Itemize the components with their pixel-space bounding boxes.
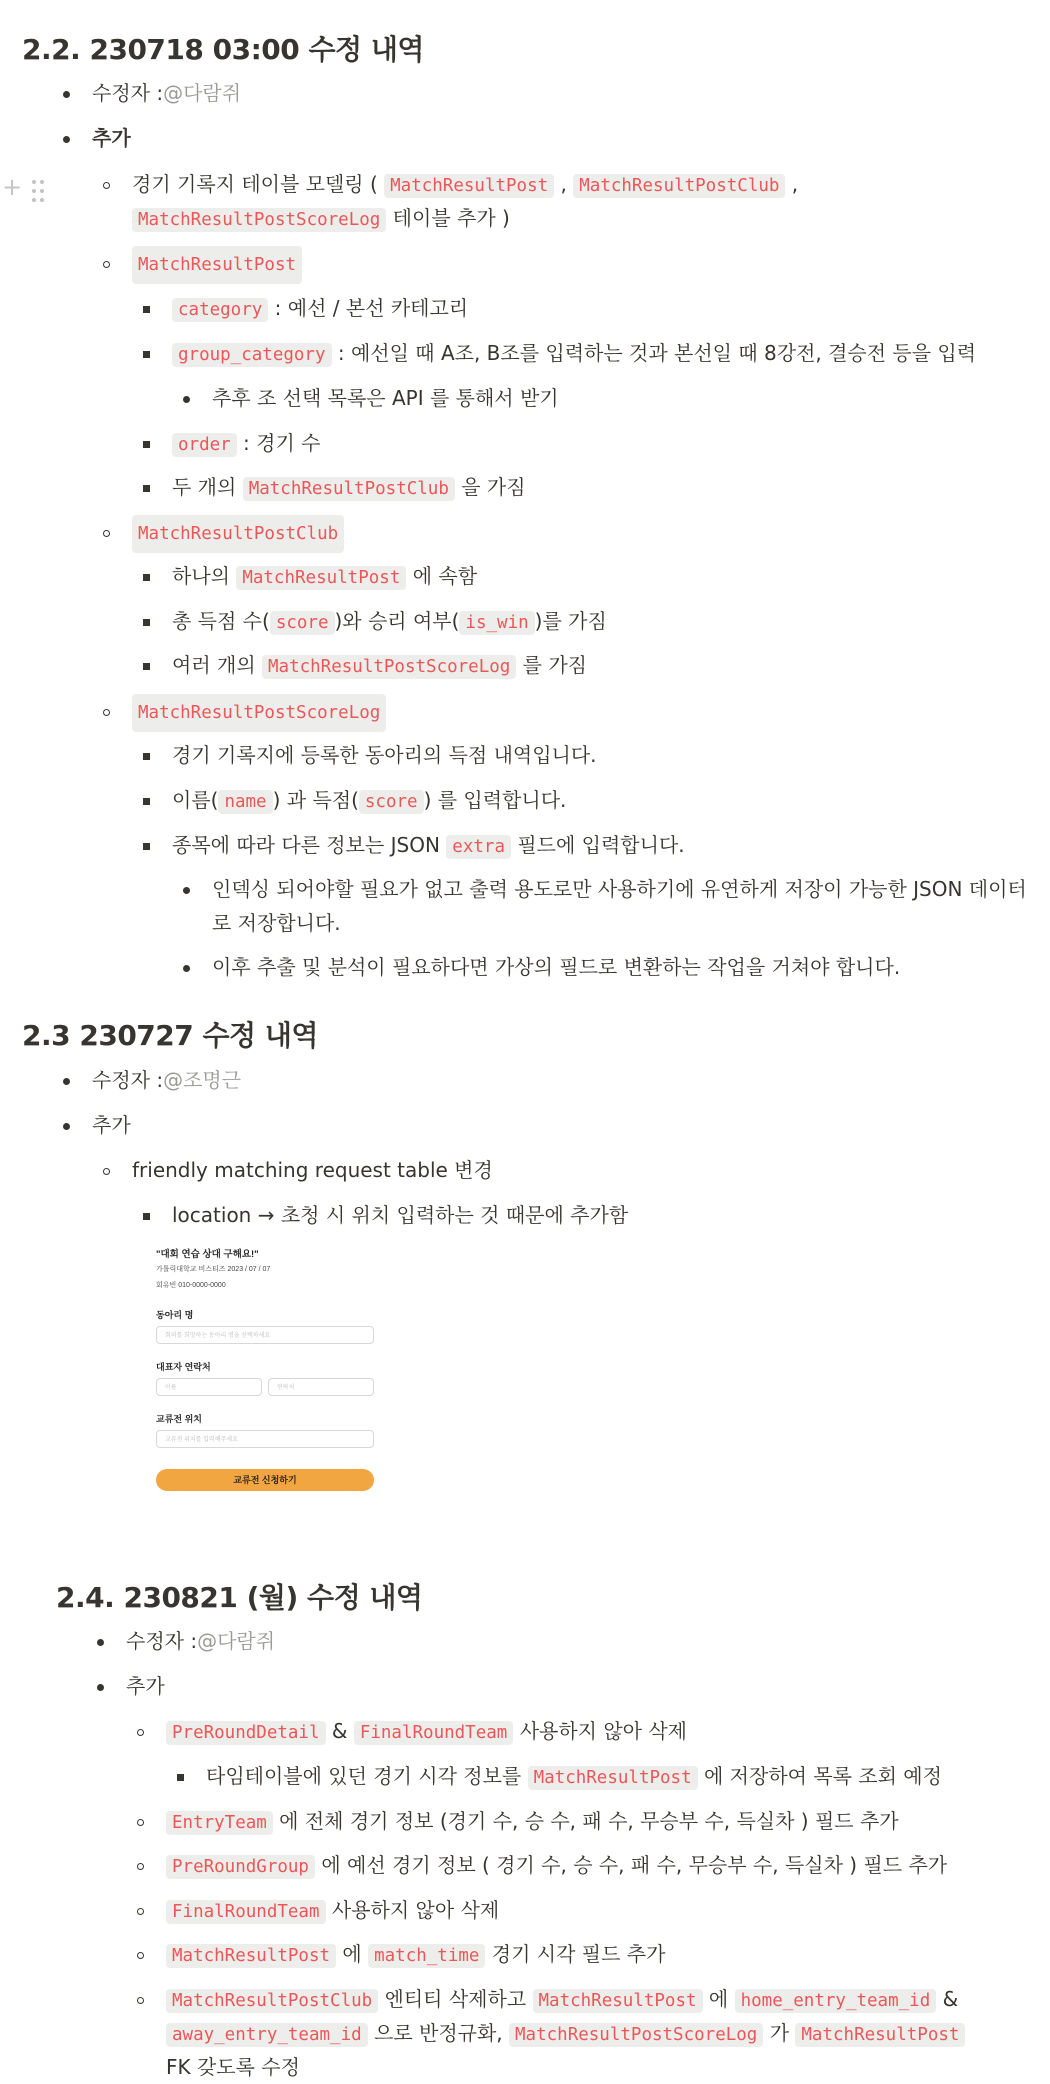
list-item (94, 694, 386, 732)
list-item-continuation (166, 2016, 965, 2052)
section-heading-2-3: 2.3 230727 수정 내역 (22, 1019, 318, 1052)
bullet-icon (134, 604, 158, 638)
add-label: 추가 (126, 1674, 165, 1698)
text: 사용하지 않아 삭제 (513, 1719, 687, 1743)
bullet-icon (134, 1198, 158, 1232)
text: ) 를 입력합니다. (423, 788, 567, 812)
text: location → 초청 시 위치 입력하는 것 때문에 추가함 (172, 1203, 629, 1227)
bullet-icon (174, 950, 198, 984)
text: 타임테이블에 있던 경기 시각 정보를 (206, 1764, 528, 1788)
form-label-rep: 대표자 연락처 (156, 1362, 211, 1372)
bullet-icon (134, 426, 158, 460)
list-item (134, 470, 526, 506)
text: , (554, 172, 574, 196)
apply-button: 교류전 신청하기 (156, 1469, 374, 1491)
bullet-icon (54, 76, 78, 110)
form-headline: "대회 연습 상대 구해요!" (156, 1249, 259, 1260)
add-label: 추가 (92, 1113, 131, 1137)
text: 에 저장하여 목록 조회 예정 (697, 1764, 942, 1788)
bullet-icon (94, 694, 118, 728)
user-mention[interactable]: @다람쥐 (163, 81, 242, 105)
text: )를 가짐 (534, 609, 607, 633)
bullet-icon (134, 559, 158, 593)
text: 경기 기록지 테이블 모델링 ( (132, 172, 385, 196)
text: 에 속함 (406, 564, 478, 588)
bullet-icon (128, 1714, 152, 1748)
inline-code: category (172, 298, 268, 322)
bullet-icon (94, 246, 118, 280)
inline-code: order (172, 433, 237, 457)
bullet-icon (134, 291, 158, 325)
user-mention[interactable]: @조명근 (163, 1068, 242, 1092)
list-item (174, 381, 559, 415)
location-input: 교류전 위치를 입력해주세요 (156, 1430, 374, 1448)
list-item (54, 1108, 131, 1142)
inline-code: group_category (172, 343, 332, 367)
inline-code: PreRoundDetail (166, 1721, 326, 1745)
bullet-icon (54, 1108, 78, 1142)
text: 에 (702, 1987, 735, 2011)
list-item (128, 1714, 687, 1750)
list-item (134, 559, 477, 595)
text: 여러 개의 (172, 653, 262, 677)
bullet-icon (88, 1624, 112, 1658)
bullet-icon (134, 470, 158, 504)
editor-label: 수정자 : (92, 81, 164, 105)
text: 사용하지 않아 삭제 (325, 1898, 500, 1922)
inline-code: extra (446, 835, 511, 859)
list-item (88, 1624, 275, 1658)
inline-code: score (359, 790, 424, 814)
list-item (134, 604, 607, 640)
text: 으로 반정규화, (367, 2021, 510, 2045)
list-item (94, 167, 798, 203)
inline-code: match_time (368, 1944, 485, 1968)
text: )와 승리 여부( (334, 609, 460, 633)
list-item-continuation (166, 2050, 300, 2084)
inline-code: MatchResultPost (384, 174, 554, 198)
list-item (128, 1804, 899, 1840)
bullet-icon (94, 167, 118, 201)
list-item (134, 648, 587, 684)
bullet-icon (54, 1063, 78, 1097)
list-item (54, 76, 241, 110)
bullet-icon (88, 1669, 112, 1703)
inline-code: score (270, 611, 335, 635)
list-item (134, 783, 566, 819)
bullet-icon (134, 336, 158, 370)
text: 에 전체 경기 정보 (경기 수, 승 수, 패 수, 무승부 수, 득실차 ) 필드 추가 (272, 1809, 899, 1833)
list-item-continuation (132, 201, 510, 237)
list-item (94, 515, 344, 553)
list-item (88, 1669, 165, 1703)
text: 인덱싱 되어야할 필요가 없고 출력 용도로만 사용하기에 유연하게 저장이 가능한 JSON 데이터 (212, 877, 1027, 901)
list-item (128, 1982, 958, 2018)
list-item (128, 1848, 947, 1884)
text: 하나의 (172, 564, 237, 588)
list-item (174, 950, 900, 984)
text: ) 과 득점( (272, 788, 359, 812)
text: 에 예선 경기 정보 ( 경기 수, 승 수, 패 수, 무승부 수, 득실차 ) 필드 추가 (314, 1853, 948, 1877)
inline-code: MatchResultPostClub (132, 515, 344, 553)
list-item (54, 121, 131, 155)
inline-code: MatchResultPost (533, 1989, 703, 2013)
text: 를 가짐 (516, 653, 588, 677)
list-item (134, 336, 976, 372)
text: 이후 추출 및 분석이 필요하다면 가상의 필드로 변환하는 작업을 거쳐야 합니다. (212, 955, 901, 979)
section-heading-2-4: 2.4. 230821 (월) 수정 내역 (56, 1581, 423, 1614)
inline-code: MatchResultPostScoreLog (132, 208, 386, 232)
list-item (134, 738, 597, 772)
inline-code: MatchResultPostScoreLog (132, 694, 386, 732)
text: 총 득점 수( (172, 609, 270, 633)
inline-code: is_win (459, 611, 534, 635)
bullet-icon (134, 738, 158, 772)
list-item (168, 1759, 942, 1795)
list-item (94, 246, 302, 284)
inline-code: name (218, 790, 272, 814)
text: 경기 기록지에 등록한 동아리의 득점 내역입니다. (172, 743, 597, 767)
inline-code: home_entry_team_id (735, 1989, 937, 2013)
block-handle (2, 170, 44, 204)
text: 경기 시각 필드 추가 (485, 1942, 666, 1966)
bullet-icon (134, 783, 158, 817)
inline-code: MatchResultPost (236, 566, 406, 590)
text: 을 가짐 (454, 475, 526, 499)
inline-code: MatchResultPostClub (166, 1989, 378, 2013)
list-item (128, 1893, 499, 1929)
inline-code: MatchResultPost (166, 1944, 336, 1968)
user-mention[interactable]: @다람쥐 (197, 1629, 276, 1653)
bullet-icon (168, 1759, 192, 1793)
add-label: 추가 (92, 126, 131, 150)
text: 이름( (172, 788, 219, 812)
text: , (785, 172, 799, 196)
inline-code: MatchResultPostClub (243, 477, 455, 501)
inline-code: MatchResultPost (132, 246, 302, 284)
inline-code: away_entry_team_id (166, 2023, 368, 2047)
form-info-line: 가톨릭대학교 비스티즈 2023 / 07 / 07 (156, 1266, 271, 1273)
text: : 예선 / 본선 카테고리 (268, 296, 469, 320)
form-label-location: 교류전 위치 (156, 1414, 202, 1424)
text: 필드에 입력합니다. (510, 833, 685, 857)
text: : 예선일 때 A조, B조를 입력하는 것과 본선일 때 8강전, 결승전 등을 입력 (331, 341, 977, 365)
phone-input: 연락처 (268, 1378, 374, 1396)
form-info-line: 회유빈 010-0000-0000 (156, 1282, 226, 1289)
bullet-icon (134, 828, 158, 862)
inline-code: EntryTeam (166, 1811, 273, 1835)
inline-code: MatchResultPost (795, 2023, 965, 2047)
text: 엔티티 삭제하고 (378, 1987, 533, 2011)
inline-code: FinalRoundTeam (166, 1900, 326, 1924)
bullet-icon (54, 121, 78, 155)
text: 로 저장합니다. (212, 911, 341, 935)
form-label-club: 동아리 명 (156, 1310, 194, 1320)
list-item (54, 1063, 241, 1097)
list-item (134, 1198, 628, 1232)
add-block-icon[interactable]: + (2, 173, 23, 201)
bullet-icon (134, 648, 158, 682)
text: 추후 조 선택 목록은 API 를 통해서 받기 (212, 386, 559, 410)
bullet-icon (94, 1153, 118, 1187)
list-item (134, 426, 320, 462)
text: FK 갖도록 수정 (166, 2055, 300, 2079)
list-item-continuation (212, 906, 341, 940)
text: 두 개의 (172, 475, 243, 499)
text: 테이블 추가 ) (386, 206, 510, 230)
text: friendly matching request table 변경 (132, 1158, 493, 1182)
bullet-icon (128, 1982, 152, 2016)
bullet-icon (174, 381, 198, 415)
list-item (128, 1937, 665, 1973)
list-item (134, 291, 468, 327)
bullet-icon (128, 1893, 152, 1927)
text: 가 (763, 2021, 796, 2045)
list-item (174, 872, 1027, 906)
name-input: 이름 (156, 1378, 262, 1396)
drag-handle-icon[interactable] (32, 180, 44, 204)
club-input: 회의를 희망하는 동아리 명을 선택하세요 (156, 1326, 374, 1344)
bullet-icon (94, 515, 118, 549)
editor-label: 수정자 : (126, 1629, 198, 1653)
inline-code: MatchResultPostScoreLog (262, 655, 516, 679)
bullet-icon (128, 1937, 152, 1971)
text: 종목에 따라 다른 정보는 JSON (172, 833, 447, 857)
inline-code: MatchResultPost (528, 1766, 698, 1790)
text: : 경기 수 (236, 431, 321, 455)
inline-code: MatchResultPostClub (573, 174, 785, 198)
section-heading-2-2: 2.2. 230718 03:00 수정 내역 (22, 33, 424, 66)
list-item (134, 828, 685, 864)
text: & (936, 1987, 959, 2011)
inline-code: PreRoundGroup (166, 1855, 315, 1879)
text: 에 (336, 1942, 369, 1966)
editor-label: 수정자 : (92, 1068, 164, 1092)
inline-code: MatchResultPostScoreLog (509, 2023, 763, 2047)
bullet-icon (128, 1804, 152, 1838)
list-item (94, 1153, 493, 1187)
bullet-icon (174, 872, 198, 906)
bullet-icon (128, 1848, 152, 1882)
text: & (325, 1719, 354, 1743)
embedded-form-image[interactable] (148, 1238, 388, 1508)
inline-code: FinalRoundTeam (354, 1721, 514, 1745)
